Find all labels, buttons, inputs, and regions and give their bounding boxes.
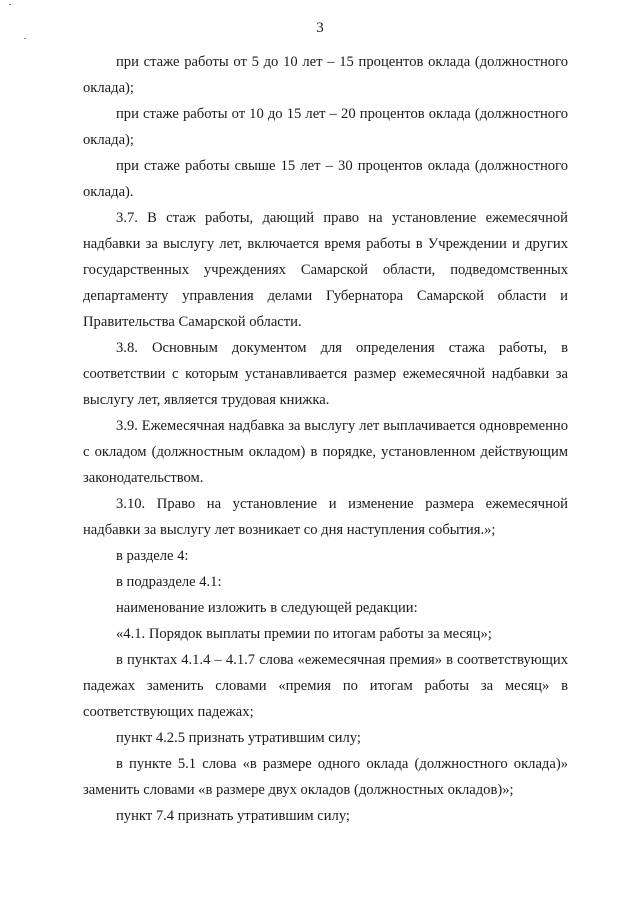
- paragraph: 3.9. Ежемесячная надбавка за выслугу лет выплачивается одновременно с окладом (должностным окладом) в порядке, установленном действующим законодательством.: [83, 418, 568, 486]
- paragraph: 3.7. В стаж работы, дающий право на установление ежемесячной надбавки за выслугу лет, включается время работы в Учреждении и других государственных учреждениях Самарской области, подведомственных департаменту управления делами Губернатора Самарской области и Правительства Самарской области.: [83, 210, 568, 330]
- scan-speck: [9, 4, 11, 5]
- paragraph: пункт 4.2.5 признать утратившим силу;: [116, 730, 361, 746]
- paragraph: пункт 7.4 признать утратившим силу;: [116, 808, 350, 824]
- paragraph: 3.8. Основным документом для определения стажа работы, в соответствии с которым устанавливается размер ежемесячной надбавки за выслугу лет, является трудовая книжка.: [83, 340, 568, 408]
- paragraph: наименование изложить в следующей редакции:: [116, 600, 418, 616]
- paragraph: в подразделе 4.1:: [116, 574, 222, 590]
- paragraph: «4.1. Порядок выплаты премии по итогам работы за месяц»;: [116, 626, 492, 642]
- paragraph: в пунктах 4.1.4 – 4.1.7 слова «ежемесячная премия» в соответствующих падежах заменить словами «премия по итогам работы за месяц» в соответствующих падежах;: [83, 652, 568, 720]
- paragraph: 3.10. Право на установление и изменение размера ежемесячной надбавки за выслугу лет возникает со дня наступления события.»;: [83, 496, 568, 538]
- document-body: [83, 49, 568, 829]
- paragraph: при стаже работы от 10 до 15 лет – 20 процентов оклада (должностного оклада);: [83, 106, 568, 148]
- paragraph: при стаже работы от 5 до 10 лет – 15 процентов оклада (должностного оклада);: [83, 54, 568, 96]
- paragraph: при стаже работы свыше 15 лет – 30 процентов оклада (должностного оклада).: [83, 158, 568, 200]
- page-number: 3: [316, 20, 324, 36]
- paragraph: в пункте 5.1 слова «в размере одного оклада (должностного оклада)» заменить словами «в размере двух окладов (должностных окладов)»;: [83, 756, 568, 798]
- scan-speck: [24, 38, 26, 39]
- paragraph: в разделе 4:: [116, 548, 189, 564]
